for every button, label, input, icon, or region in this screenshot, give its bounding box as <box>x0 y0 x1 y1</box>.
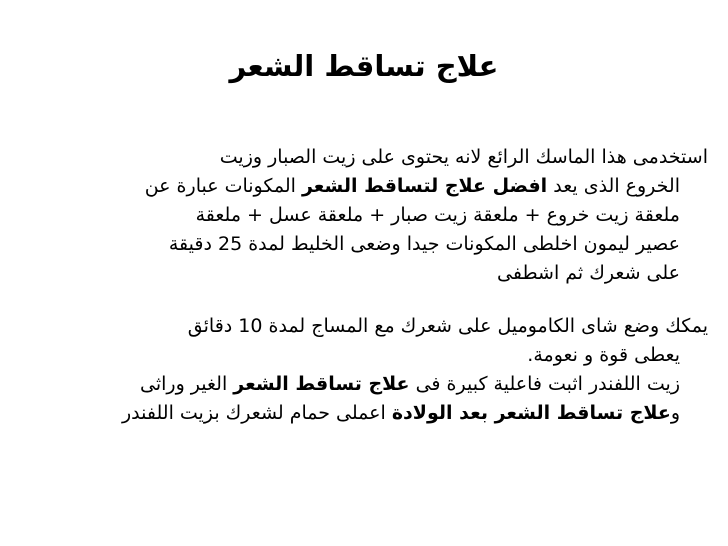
text-line: عصير ليمون اخلطى المكونات جيدا وضعى الخليط لمدة 25 دقيقة <box>168 233 680 255</box>
text-segment: زيت اللفندر اثبت فاعلية كبيرة فى <box>409 373 680 395</box>
slide-title: علاج تساقط الشعر <box>229 49 499 83</box>
text-line: استخدمى هذا الماسك الرائع لانه يحتوى على زيت الصبار وزيت <box>219 146 708 168</box>
text-line: يمكك وضع شاى الكاموميل على شعرك مع المساج لمدة 10 دقائق <box>187 315 708 337</box>
text-segment: و <box>670 402 680 424</box>
text-line: ملعقة زيت خروع + ملعقة زيت صبار + ملعقة عسل + ملعقة <box>195 204 680 226</box>
text-segment: المكونات عبارة عن <box>144 175 302 197</box>
bold-keyword: علاج تساقط الشعر <box>233 373 410 395</box>
text-line <box>48 370 680 399</box>
paragraph-chamomile <box>58 312 708 370</box>
bold-keyword: افضل علاج لتساقط الشعر <box>301 175 548 197</box>
text-line <box>58 172 680 201</box>
text-segment: الغير وراثى <box>140 373 234 395</box>
text-segment: اعملى حمام لشعرك بزيت اللفندر <box>122 402 392 424</box>
text-line: يعطى قوة و نعومة. <box>527 344 680 366</box>
paragraph-hair-mask <box>58 143 708 288</box>
paragraph-lavender <box>48 370 708 428</box>
text-segment: الخروع الذى يعد <box>547 175 680 197</box>
text-line <box>48 399 680 428</box>
bold-keyword: علاج تساقط الشعر بعد الولادة <box>391 402 671 424</box>
text-line: على شعرك ثم اشطفى <box>497 262 680 284</box>
